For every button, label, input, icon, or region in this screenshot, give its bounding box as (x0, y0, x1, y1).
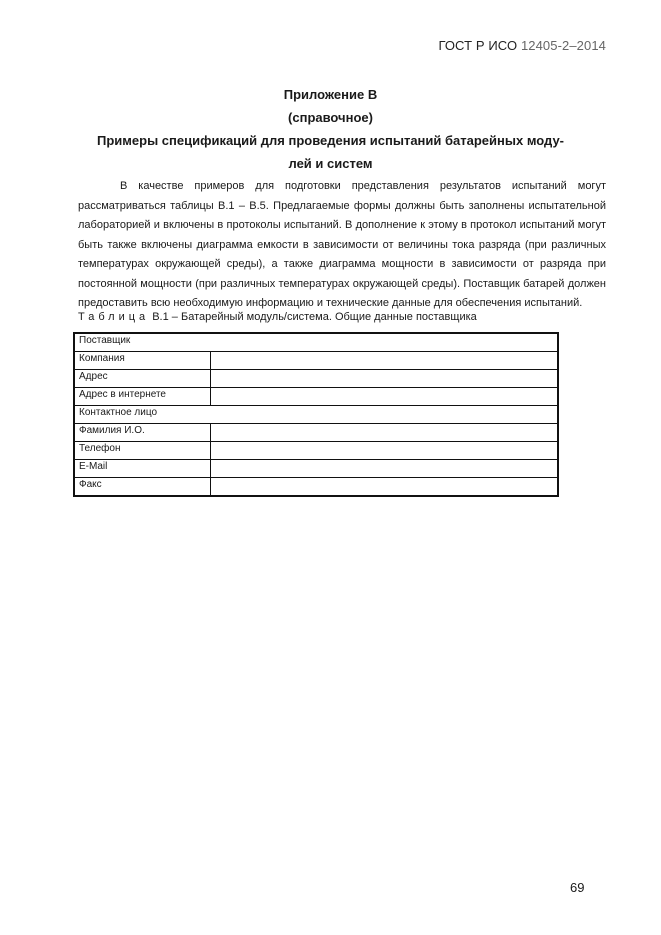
supplier-data-table (73, 332, 559, 497)
table-caption (78, 311, 477, 323)
address-label: Адрес (74, 370, 211, 388)
appendix-heading-line1: Примеры спецификаций для проведения испытаний батарейных моду- (97, 133, 564, 148)
email-value[interactable] (211, 460, 559, 478)
email-label: E-Mail (74, 460, 211, 478)
name-label: Фамилия И.О. (74, 424, 211, 442)
website-label: Адрес в интернете (74, 388, 211, 406)
table-caption-label: Таблица (78, 311, 150, 323)
website-value[interactable] (211, 388, 559, 406)
table-row (74, 352, 558, 370)
section-contact: Контактное лицо (74, 406, 558, 424)
phone-label: Телефон (74, 442, 211, 460)
table-row (74, 370, 558, 388)
fax-label: Факс (74, 478, 211, 497)
table-caption-dash: – (171, 311, 178, 323)
address-value[interactable] (211, 370, 559, 388)
table-row (74, 333, 558, 352)
table-row (74, 478, 558, 497)
body-paragraph (78, 177, 606, 314)
appendix-title: Приложение В (283, 87, 378, 102)
fax-value[interactable] (211, 478, 559, 497)
table-row (74, 424, 558, 442)
phone-value[interactable] (211, 442, 559, 460)
appendix-heading-line2: лей и систем (288, 156, 373, 171)
body-text: В качестве примеров для подготовки представления результатов испытаний могут рассматриваться таблицы В.1 – В.5. Предлагаемые формы должны быть заполнены испытательной лабораторией и включены в протоколы испытаний. В дополнение к этому в протокол испытаний могут быть также включены диаграмма емкости в зависимости от величины тока разряда (при различных температурах окружающей среды), а также диаграмма мощности в зависимости от разряда при постоянной мощности (при различных температурах окружающей среды). Поставщик батарей должен предоставить всю необходимую информацию и технические данные для обеспечения испытаний. (78, 180, 606, 309)
table-row (74, 406, 558, 424)
section-supplier: Поставщик (74, 333, 558, 352)
table-row (74, 460, 558, 478)
page-number: 69 (570, 880, 585, 895)
standard-number: 12405-2–2014 (520, 38, 606, 53)
company-label: Компания (74, 352, 211, 370)
table-caption-title: Батарейный модуль/система. Общие данные поставщика (180, 311, 477, 323)
table-caption-number: В.1 (152, 311, 169, 323)
name-value[interactable] (211, 424, 559, 442)
standard-prefix: ГОСТ Р ИСО (438, 38, 518, 53)
company-value[interactable] (211, 352, 559, 370)
table-row (74, 388, 558, 406)
standard-header (438, 38, 606, 53)
appendix-status: (справочное) (288, 110, 373, 125)
table-row (74, 442, 558, 460)
